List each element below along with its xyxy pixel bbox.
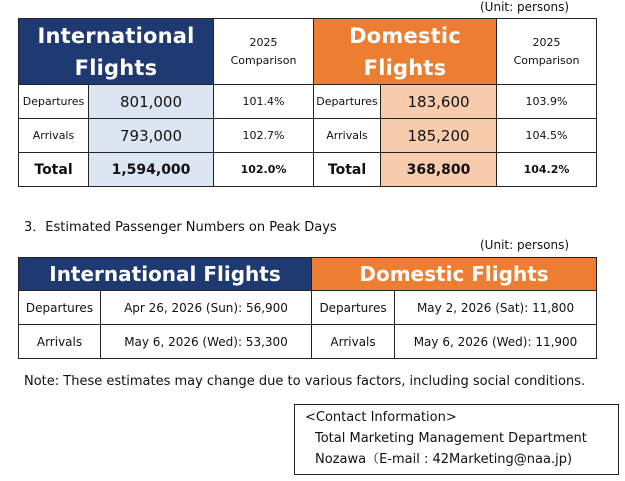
intl-flights-header: International Flights xyxy=(19,19,214,85)
dom-peak-value: May 2, 2026 (Sat): 11,800 xyxy=(395,291,597,325)
row-label: Arrivals xyxy=(312,325,395,359)
table-row xyxy=(19,85,597,119)
row-label: Arrivals xyxy=(19,119,89,153)
intl-pct: 102.7% xyxy=(214,119,314,153)
dom-pct: 103.9% xyxy=(497,85,597,119)
table-row-total xyxy=(19,153,597,187)
intl-peak-header: International Flights xyxy=(19,258,312,291)
row-label: Departures xyxy=(19,85,89,119)
peak-days-table xyxy=(18,257,597,359)
row-label: Departures xyxy=(314,85,381,119)
dom-value: 185,200 xyxy=(381,119,497,153)
row-label: Departures xyxy=(312,291,395,325)
table1-unit: (Unit: persons) xyxy=(480,0,570,14)
intl-value: 793,000 xyxy=(89,119,214,153)
intl-comparison-header: 2025 Comparison xyxy=(214,19,314,85)
dom-pct: 104.2% xyxy=(497,153,597,187)
note-text: Note: These estimates may change due to various factors, including social conditions. xyxy=(24,374,586,389)
row-label: Total xyxy=(314,153,381,187)
intl-pct: 101.4% xyxy=(214,85,314,119)
dom-pct: 104.5% xyxy=(497,119,597,153)
section-title: 3．Estimated Passenger Numbers on Peak Days xyxy=(24,220,337,235)
intl-peak-value: May 6, 2026 (Wed): 53,300 xyxy=(101,325,312,359)
row-label: Arrivals xyxy=(314,119,381,153)
table-row xyxy=(19,119,597,153)
dom-peak-header: Domestic Flights xyxy=(312,258,597,291)
row-label: Departures xyxy=(19,291,101,325)
intl-pct: 102.0% xyxy=(214,153,314,187)
dom-peak-value: May 6, 2026 (Wed): 11,900 xyxy=(395,325,597,359)
intl-value: 801,000 xyxy=(89,85,214,119)
table-row xyxy=(19,325,597,359)
contact-person: Nozawa（E-mail : 42Marketing@naa.jp) xyxy=(315,452,573,467)
table2-unit: (Unit: persons) xyxy=(480,238,570,252)
dom-flights-header: Domestic Flights xyxy=(314,19,497,85)
dom-comparison-header: 2025 Comparison xyxy=(497,19,597,85)
intl-peak-value: Apr 26, 2026 (Sun): 56,900 xyxy=(101,291,312,325)
contact-department: Total Marketing Management Department xyxy=(315,431,587,446)
dom-value: 368,800 xyxy=(381,153,497,187)
row-label: Arrivals xyxy=(19,325,101,359)
contact-title: <Contact Information> xyxy=(305,410,457,425)
row-label: Total xyxy=(19,153,89,187)
table-row xyxy=(19,291,597,325)
contact-box xyxy=(294,404,619,475)
intl-value: 1,594,000 xyxy=(89,153,214,187)
dom-value: 183,600 xyxy=(381,85,497,119)
passenger-summary-table xyxy=(18,18,597,187)
